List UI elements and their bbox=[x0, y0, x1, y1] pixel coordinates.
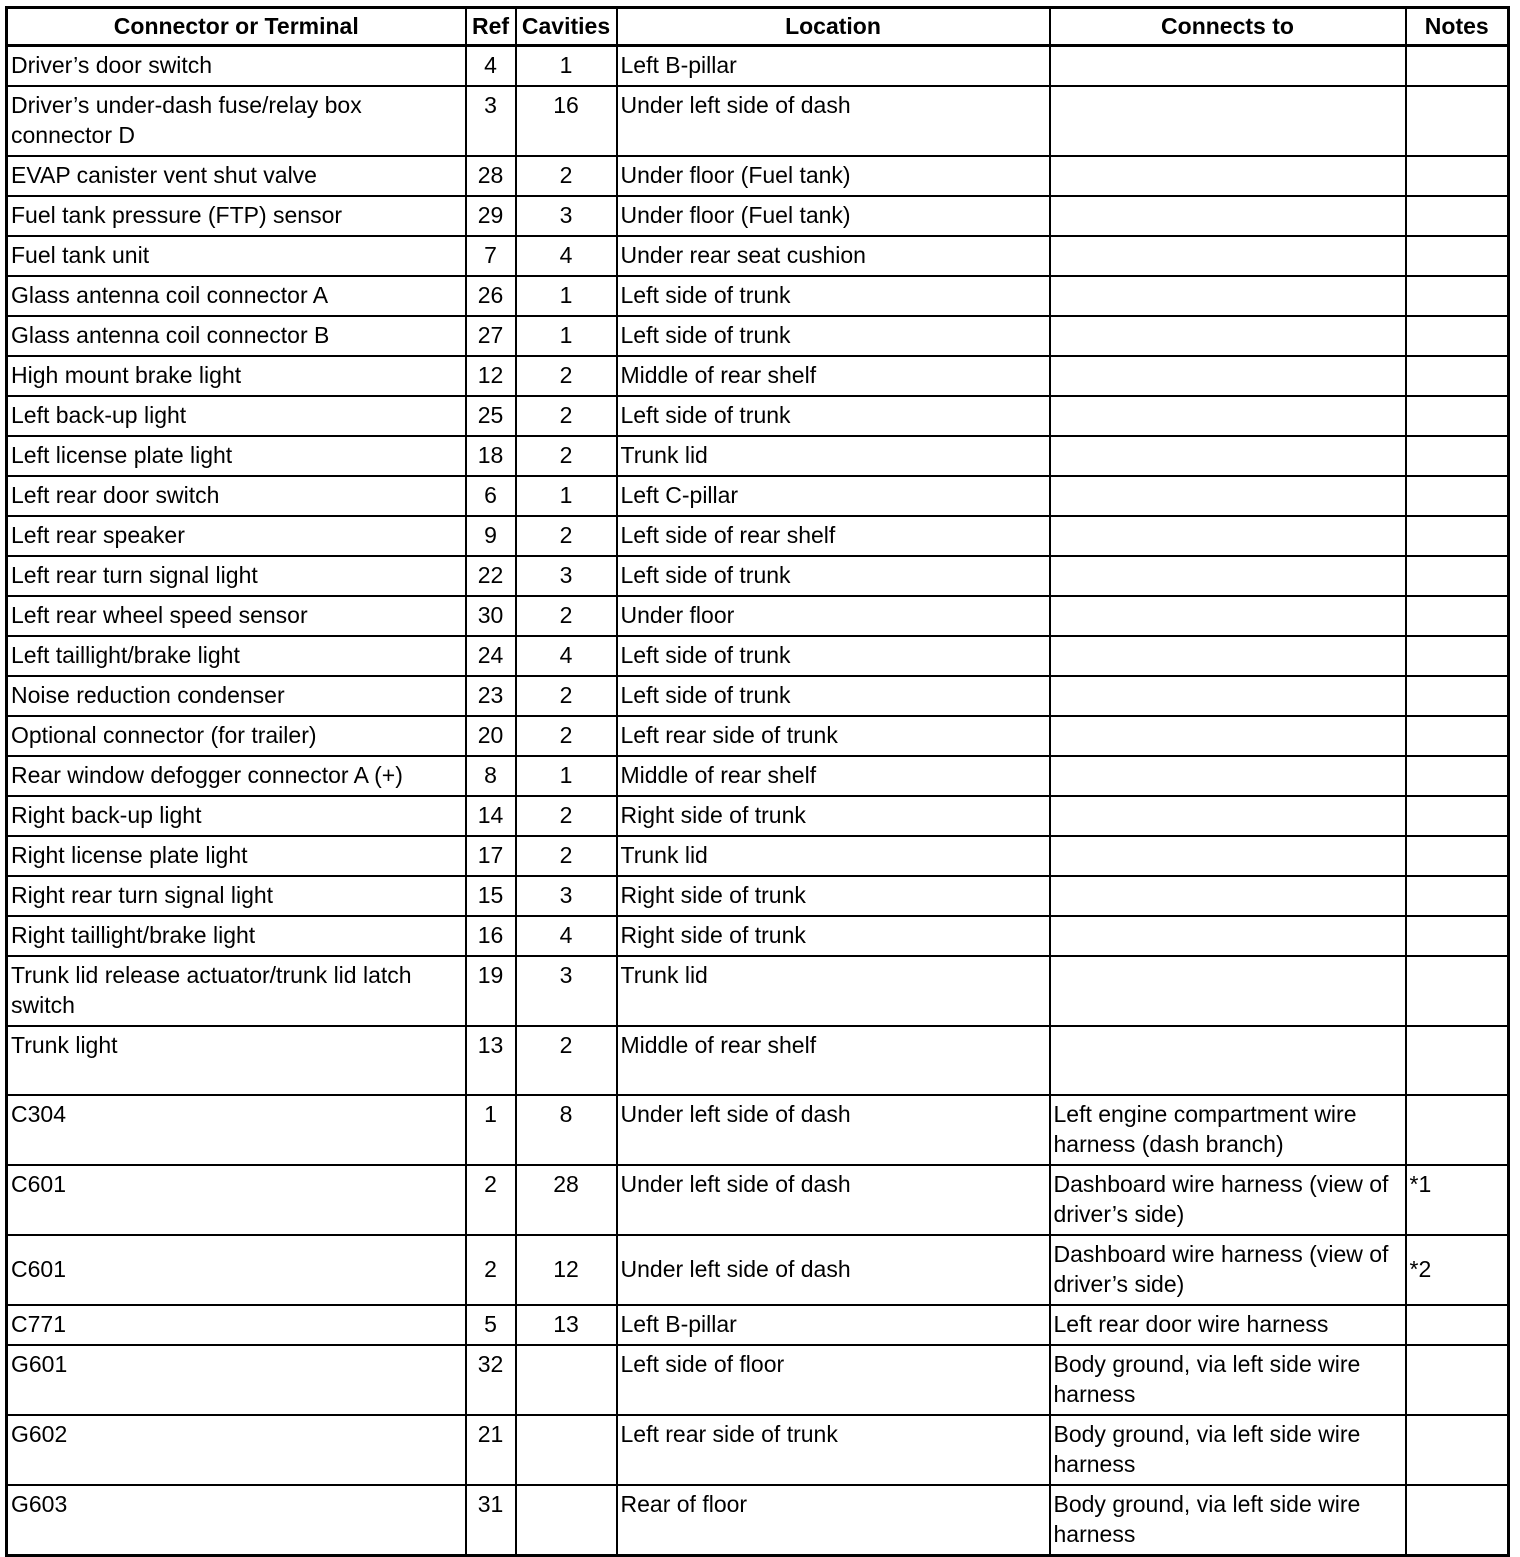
table-row bbox=[7, 236, 1509, 276]
cell-notes bbox=[1406, 1485, 1509, 1556]
cell-notes bbox=[1406, 1026, 1509, 1095]
table-row bbox=[7, 556, 1509, 596]
cell-notes bbox=[1406, 436, 1509, 476]
cell-cavities: 3 bbox=[516, 556, 617, 596]
cell-location: Left B-pillar bbox=[617, 1305, 1050, 1345]
cell-connects-to: Body ground, via left side wire harness bbox=[1050, 1345, 1406, 1415]
column-header-ref: Ref bbox=[466, 8, 516, 46]
cell-connector: Right taillight/brake light bbox=[7, 916, 466, 956]
cell-cavities: 2 bbox=[516, 676, 617, 716]
cell-connects-to bbox=[1050, 236, 1406, 276]
cell-cavities: 2 bbox=[516, 516, 617, 556]
cell-connector: Glass antenna coil connector A bbox=[7, 276, 466, 316]
cell-connector: Right back-up light bbox=[7, 796, 466, 836]
cell-connects-to bbox=[1050, 636, 1406, 676]
cell-ref: 5 bbox=[466, 1305, 516, 1345]
cell-ref: 7 bbox=[466, 236, 516, 276]
cell-notes bbox=[1406, 796, 1509, 836]
column-header-notes: Notes bbox=[1406, 8, 1509, 46]
cell-connector: Driver’s under-dash fuse/relay box connector D bbox=[7, 86, 466, 156]
cell-ref: 12 bbox=[466, 356, 516, 396]
table-row bbox=[7, 436, 1509, 476]
cell-ref: 19 bbox=[466, 956, 516, 1026]
cell-cavities bbox=[516, 1485, 617, 1556]
table-row bbox=[7, 46, 1509, 87]
cell-connects-to bbox=[1050, 556, 1406, 596]
cell-notes bbox=[1406, 876, 1509, 916]
cell-cavities: 3 bbox=[516, 196, 617, 236]
cell-connector: Glass antenna coil connector B bbox=[7, 316, 466, 356]
cell-connector: Fuel tank pressure (FTP) sensor bbox=[7, 196, 466, 236]
cell-connector: Rear window defogger connector A (+) bbox=[7, 756, 466, 796]
cell-location: Under rear seat cushion bbox=[617, 236, 1050, 276]
cell-ref: 23 bbox=[466, 676, 516, 716]
cell-ref: 21 bbox=[466, 1415, 516, 1485]
cell-location: Under floor (Fuel tank) bbox=[617, 196, 1050, 236]
cell-connects-to bbox=[1050, 916, 1406, 956]
cell-cavities: 4 bbox=[516, 636, 617, 676]
cell-ref: 1 bbox=[466, 1095, 516, 1165]
cell-connector: Trunk light bbox=[7, 1026, 466, 1095]
cell-cavities: 1 bbox=[516, 476, 617, 516]
cell-notes bbox=[1406, 476, 1509, 516]
cell-notes bbox=[1406, 956, 1509, 1026]
cell-location: Under left side of dash bbox=[617, 1165, 1050, 1235]
cell-connector: Fuel tank unit bbox=[7, 236, 466, 276]
table-row bbox=[7, 956, 1509, 1026]
cell-ref: 24 bbox=[466, 636, 516, 676]
cell-connector: Left rear speaker bbox=[7, 516, 466, 556]
cell-notes bbox=[1406, 1345, 1509, 1415]
cell-location: Middle of rear shelf bbox=[617, 356, 1050, 396]
table-body bbox=[7, 46, 1509, 1556]
cell-cavities: 12 bbox=[516, 1235, 617, 1305]
cell-cavities: 3 bbox=[516, 956, 617, 1026]
cell-connector: Trunk lid release actuator/trunk lid latch switch bbox=[7, 956, 466, 1026]
cell-location: Left side of rear shelf bbox=[617, 516, 1050, 556]
cell-cavities: 2 bbox=[516, 836, 617, 876]
cell-cavities bbox=[516, 1345, 617, 1415]
cell-connects-to bbox=[1050, 756, 1406, 796]
cell-connects-to: Left rear door wire harness bbox=[1050, 1305, 1406, 1345]
cell-ref: 32 bbox=[466, 1345, 516, 1415]
cell-notes bbox=[1406, 596, 1509, 636]
cell-connects-to bbox=[1050, 796, 1406, 836]
cell-ref: 25 bbox=[466, 396, 516, 436]
cell-location: Rear of floor bbox=[617, 1485, 1050, 1556]
column-header-connector: Connector or Terminal bbox=[7, 8, 466, 46]
cell-notes bbox=[1406, 1415, 1509, 1485]
cell-connector: Left rear door switch bbox=[7, 476, 466, 516]
cell-connects-to bbox=[1050, 476, 1406, 516]
cell-connects-to bbox=[1050, 676, 1406, 716]
cell-notes: *2 bbox=[1406, 1235, 1509, 1305]
table-row bbox=[7, 1026, 1509, 1095]
cell-notes bbox=[1406, 516, 1509, 556]
cell-connector: G602 bbox=[7, 1415, 466, 1485]
table-row bbox=[7, 516, 1509, 556]
cell-ref: 28 bbox=[466, 156, 516, 196]
cell-location: Trunk lid bbox=[617, 836, 1050, 876]
cell-notes bbox=[1406, 1305, 1509, 1345]
cell-cavities: 2 bbox=[516, 436, 617, 476]
cell-notes: *1 bbox=[1406, 1165, 1509, 1235]
cell-notes bbox=[1406, 1095, 1509, 1165]
cell-cavities: 2 bbox=[516, 1026, 617, 1095]
cell-location: Trunk lid bbox=[617, 436, 1050, 476]
cell-connector: C601 bbox=[7, 1165, 466, 1235]
cell-connects-to bbox=[1050, 276, 1406, 316]
cell-connects-to bbox=[1050, 596, 1406, 636]
cell-location: Under floor bbox=[617, 596, 1050, 636]
cell-ref: 8 bbox=[466, 756, 516, 796]
cell-connects-to bbox=[1050, 86, 1406, 156]
cell-notes bbox=[1406, 916, 1509, 956]
cell-connector: G601 bbox=[7, 1345, 466, 1415]
cell-connector: High mount brake light bbox=[7, 356, 466, 396]
cell-location: Left C-pillar bbox=[617, 476, 1050, 516]
cell-cavities bbox=[516, 1415, 617, 1485]
cell-location: Left side of trunk bbox=[617, 676, 1050, 716]
cell-ref: 13 bbox=[466, 1026, 516, 1095]
cell-connects-to: Dashboard wire harness (view of driver’s side) bbox=[1050, 1235, 1406, 1305]
cell-location: Left side of trunk bbox=[617, 636, 1050, 676]
cell-connects-to bbox=[1050, 716, 1406, 756]
table-row bbox=[7, 1305, 1509, 1345]
cell-connects-to: Body ground, via left side wire harness bbox=[1050, 1485, 1406, 1556]
cell-connects-to bbox=[1050, 396, 1406, 436]
table-row bbox=[7, 1235, 1509, 1305]
cell-ref: 15 bbox=[466, 876, 516, 916]
cell-connector: Left rear turn signal light bbox=[7, 556, 466, 596]
table-row bbox=[7, 676, 1509, 716]
cell-connects-to bbox=[1050, 316, 1406, 356]
cell-ref: 2 bbox=[466, 1235, 516, 1305]
cell-cavities: 2 bbox=[516, 596, 617, 636]
table-row bbox=[7, 636, 1509, 676]
cell-connector: Optional connector (for trailer) bbox=[7, 716, 466, 756]
cell-location: Middle of rear shelf bbox=[617, 1026, 1050, 1095]
cell-notes bbox=[1406, 556, 1509, 596]
header-row bbox=[7, 8, 1509, 46]
table-row bbox=[7, 476, 1509, 516]
cell-location: Under left side of dash bbox=[617, 86, 1050, 156]
cell-notes bbox=[1406, 276, 1509, 316]
cell-location: Right side of trunk bbox=[617, 796, 1050, 836]
cell-cavities: 1 bbox=[516, 756, 617, 796]
table-row bbox=[7, 836, 1509, 876]
cell-location: Left side of trunk bbox=[617, 556, 1050, 596]
table-row bbox=[7, 1345, 1509, 1415]
table-row bbox=[7, 1165, 1509, 1235]
table-row bbox=[7, 1095, 1509, 1165]
cell-ref: 3 bbox=[466, 86, 516, 156]
cell-notes bbox=[1406, 316, 1509, 356]
table-row bbox=[7, 396, 1509, 436]
table-row bbox=[7, 1485, 1509, 1556]
cell-ref: 17 bbox=[466, 836, 516, 876]
table-row bbox=[7, 356, 1509, 396]
cell-ref: 16 bbox=[466, 916, 516, 956]
cell-connector: EVAP canister vent shut valve bbox=[7, 156, 466, 196]
cell-notes bbox=[1406, 156, 1509, 196]
cell-cavities: 13 bbox=[516, 1305, 617, 1345]
column-header-location: Location bbox=[617, 8, 1050, 46]
table-row bbox=[7, 1415, 1509, 1485]
cell-cavities: 4 bbox=[516, 916, 617, 956]
cell-connector: G603 bbox=[7, 1485, 466, 1556]
cell-ref: 29 bbox=[466, 196, 516, 236]
cell-location: Right side of trunk bbox=[617, 916, 1050, 956]
cell-location: Right side of trunk bbox=[617, 876, 1050, 916]
cell-ref: 2 bbox=[466, 1165, 516, 1235]
cell-cavities: 2 bbox=[516, 796, 617, 836]
cell-ref: 26 bbox=[466, 276, 516, 316]
cell-cavities: 16 bbox=[516, 86, 617, 156]
cell-ref: 14 bbox=[466, 796, 516, 836]
column-header-cavities: Cavities bbox=[516, 8, 617, 46]
cell-connects-to bbox=[1050, 156, 1406, 196]
cell-connector: C601 bbox=[7, 1235, 466, 1305]
cell-ref: 30 bbox=[466, 596, 516, 636]
table-row bbox=[7, 756, 1509, 796]
cell-notes bbox=[1406, 236, 1509, 276]
cell-location: Left side of floor bbox=[617, 1345, 1050, 1415]
cell-notes bbox=[1406, 196, 1509, 236]
cell-connects-to bbox=[1050, 836, 1406, 876]
table-row bbox=[7, 86, 1509, 156]
cell-connects-to: Dashboard wire harness (view of driver’s side) bbox=[1050, 1165, 1406, 1235]
cell-connector: Left back-up light bbox=[7, 396, 466, 436]
cell-connector: C771 bbox=[7, 1305, 466, 1345]
cell-location: Left side of trunk bbox=[617, 276, 1050, 316]
cell-ref: 4 bbox=[466, 46, 516, 87]
cell-notes bbox=[1406, 356, 1509, 396]
cell-notes bbox=[1406, 46, 1509, 87]
cell-location: Under floor (Fuel tank) bbox=[617, 156, 1050, 196]
cell-location: Middle of rear shelf bbox=[617, 756, 1050, 796]
table-row bbox=[7, 796, 1509, 836]
cell-connector: Driver’s door switch bbox=[7, 46, 466, 87]
cell-connector: C304 bbox=[7, 1095, 466, 1165]
cell-ref: 27 bbox=[466, 316, 516, 356]
cell-location: Under left side of dash bbox=[617, 1235, 1050, 1305]
cell-connects-to bbox=[1050, 436, 1406, 476]
cell-ref: 6 bbox=[466, 476, 516, 516]
cell-cavities: 2 bbox=[516, 356, 617, 396]
cell-ref: 18 bbox=[466, 436, 516, 476]
cell-location: Left rear side of trunk bbox=[617, 1415, 1050, 1485]
cell-cavities: 28 bbox=[516, 1165, 617, 1235]
cell-notes bbox=[1406, 836, 1509, 876]
cell-ref: 9 bbox=[466, 516, 516, 556]
cell-location: Trunk lid bbox=[617, 956, 1050, 1026]
cell-cavities: 4 bbox=[516, 236, 617, 276]
cell-location: Left rear side of trunk bbox=[617, 716, 1050, 756]
cell-connector: Noise reduction condenser bbox=[7, 676, 466, 716]
cell-connects-to bbox=[1050, 1026, 1406, 1095]
cell-cavities: 8 bbox=[516, 1095, 617, 1165]
table-row bbox=[7, 276, 1509, 316]
cell-ref: 20 bbox=[466, 716, 516, 756]
cell-notes bbox=[1406, 86, 1509, 156]
cell-location: Left B-pillar bbox=[617, 46, 1050, 87]
table-row bbox=[7, 916, 1509, 956]
cell-connects-to bbox=[1050, 956, 1406, 1026]
cell-connects-to: Body ground, via left side wire harness bbox=[1050, 1415, 1406, 1485]
table-row bbox=[7, 196, 1509, 236]
cell-cavities: 1 bbox=[516, 276, 617, 316]
cell-cavities: 1 bbox=[516, 46, 617, 87]
table-row bbox=[7, 316, 1509, 356]
cell-notes bbox=[1406, 716, 1509, 756]
cell-location: Left side of trunk bbox=[617, 396, 1050, 436]
cell-ref: 31 bbox=[466, 1485, 516, 1556]
table-row bbox=[7, 156, 1509, 196]
cell-connects-to bbox=[1050, 876, 1406, 916]
cell-connects-to: Left engine compartment wire harness (dash branch) bbox=[1050, 1095, 1406, 1165]
table-row bbox=[7, 596, 1509, 636]
cell-location: Left side of trunk bbox=[617, 316, 1050, 356]
cell-cavities: 2 bbox=[516, 716, 617, 756]
cell-notes bbox=[1406, 676, 1509, 716]
cell-connector: Left license plate light bbox=[7, 436, 466, 476]
cell-connector: Right license plate light bbox=[7, 836, 466, 876]
cell-location: Under left side of dash bbox=[617, 1095, 1050, 1165]
cell-cavities: 2 bbox=[516, 156, 617, 196]
table-row bbox=[7, 716, 1509, 756]
table-row bbox=[7, 876, 1509, 916]
cell-notes bbox=[1406, 636, 1509, 676]
cell-cavities: 2 bbox=[516, 396, 617, 436]
cell-notes bbox=[1406, 396, 1509, 436]
cell-connects-to bbox=[1050, 196, 1406, 236]
cell-cavities: 3 bbox=[516, 876, 617, 916]
cell-connects-to bbox=[1050, 46, 1406, 87]
cell-cavities: 1 bbox=[516, 316, 617, 356]
cell-connector: Right rear turn signal light bbox=[7, 876, 466, 916]
cell-connector: Left rear wheel speed sensor bbox=[7, 596, 466, 636]
column-header-connects-to: Connects to bbox=[1050, 8, 1406, 46]
cell-ref: 22 bbox=[466, 556, 516, 596]
cell-notes bbox=[1406, 756, 1509, 796]
cell-connector: Left taillight/brake light bbox=[7, 636, 466, 676]
cell-connects-to bbox=[1050, 516, 1406, 556]
connector-table bbox=[5, 6, 1510, 1557]
cell-connects-to bbox=[1050, 356, 1406, 396]
